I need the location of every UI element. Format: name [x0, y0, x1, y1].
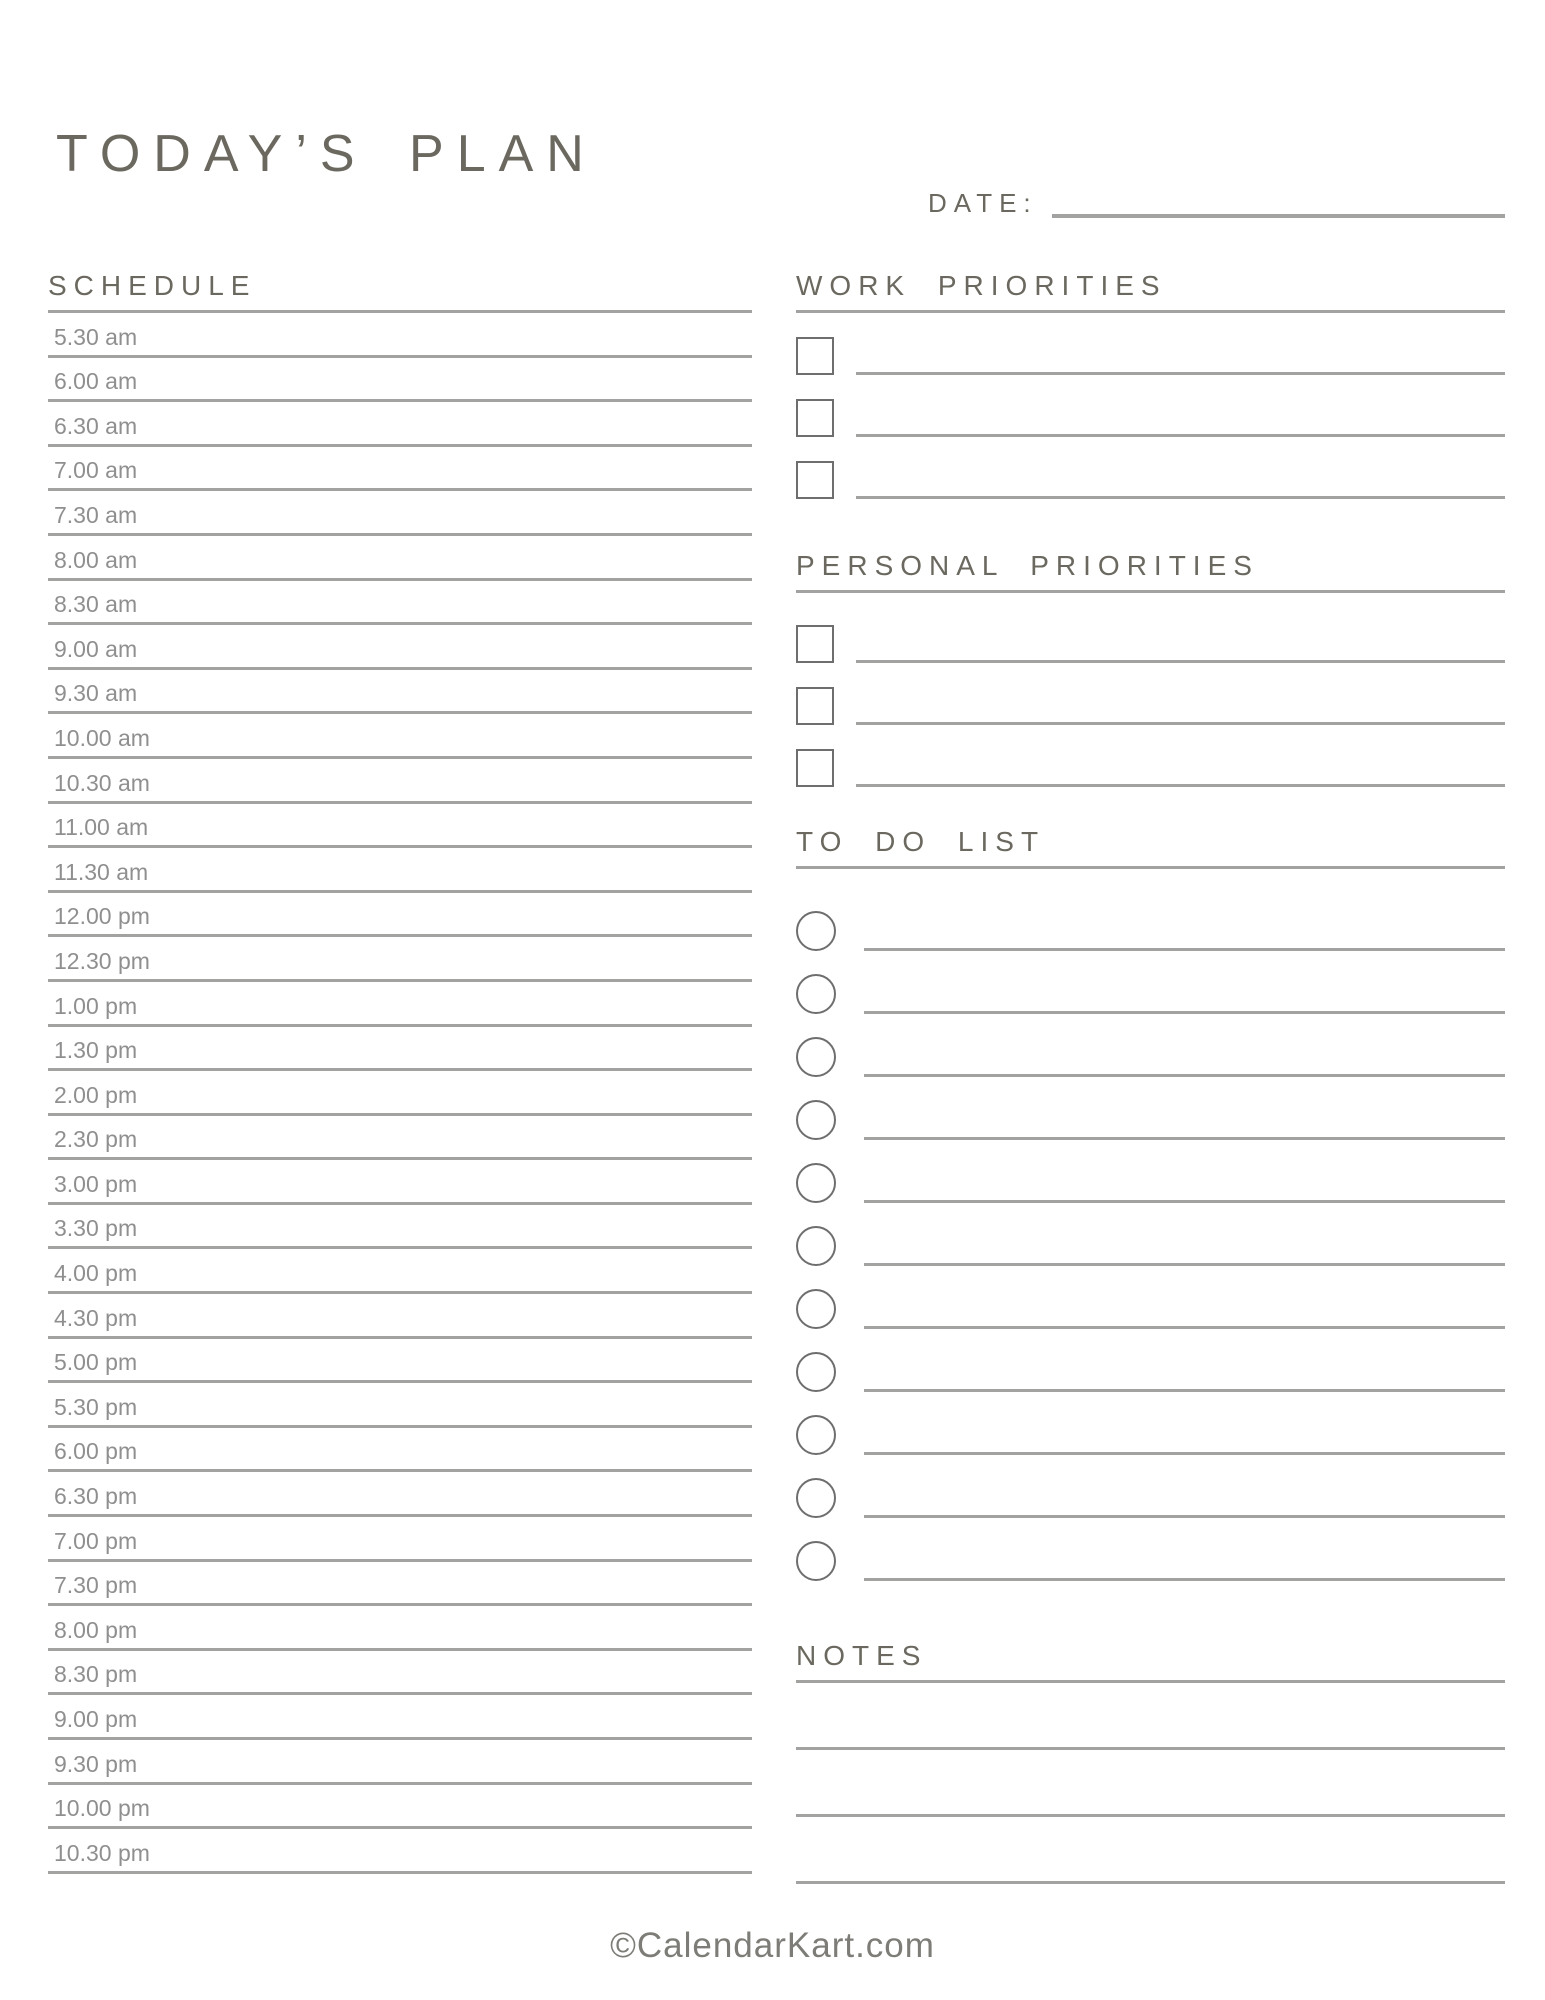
notes-input-line[interactable]: [796, 1683, 1505, 1750]
schedule-row[interactable]: [48, 1027, 752, 1072]
todo-input-line[interactable]: [864, 1225, 1505, 1266]
time-label: 2.00 pm: [54, 1081, 138, 1108]
priority-input-line[interactable]: [856, 460, 1505, 499]
schedule-row[interactable]: [48, 848, 752, 893]
todo-row: [796, 1100, 1505, 1140]
schedule-row[interactable]: [48, 982, 752, 1027]
time-label: 12.30 pm: [54, 947, 150, 974]
schedule-row[interactable]: [48, 1116, 752, 1161]
priority-input-line[interactable]: [856, 686, 1505, 725]
right-column: [796, 267, 1505, 1884]
priority-row: [796, 749, 1505, 787]
page-title: TODAY’S PLAN: [56, 125, 597, 183]
todo-row: [796, 1037, 1505, 1077]
schedule-row[interactable]: [48, 670, 752, 715]
time-label: 10.30 am: [54, 769, 150, 796]
time-label: 9.30 pm: [54, 1750, 138, 1777]
checkbox[interactable]: [796, 461, 834, 499]
schedule-row[interactable]: [48, 581, 752, 626]
schedule-row[interactable]: [48, 1517, 752, 1562]
priority-row: [796, 337, 1505, 375]
todo-circle[interactable]: [796, 1478, 836, 1518]
priority-input-line[interactable]: [856, 336, 1505, 375]
time-label: 8.30 pm: [54, 1661, 138, 1688]
todo-input-line[interactable]: [864, 1288, 1505, 1329]
time-label: 9.30 am: [54, 680, 138, 707]
schedule-row[interactable]: [48, 1205, 752, 1250]
time-label: 4.00 pm: [54, 1260, 138, 1287]
schedule-row[interactable]: [48, 1695, 752, 1740]
todo-input-line[interactable]: [864, 973, 1505, 1014]
checkbox[interactable]: [796, 625, 834, 663]
schedule-row[interactable]: [48, 1472, 752, 1517]
checkbox[interactable]: [796, 749, 834, 787]
priority-input-line[interactable]: [856, 748, 1505, 787]
todo-input-line[interactable]: [864, 910, 1505, 951]
schedule-row[interactable]: [48, 1383, 752, 1428]
priority-input-line[interactable]: [856, 398, 1505, 437]
time-label: 8.00 pm: [54, 1616, 138, 1643]
todo-input-line[interactable]: [864, 1036, 1505, 1077]
time-label: 4.30 pm: [54, 1304, 138, 1331]
todo-row: [796, 1289, 1505, 1329]
schedule-row[interactable]: [48, 625, 752, 670]
todo-row: [796, 1163, 1505, 1203]
time-label: 6.30 am: [54, 412, 138, 439]
time-label: 7.00 am: [54, 457, 138, 484]
todo-row: [796, 1478, 1505, 1518]
time-label: 1.30 pm: [54, 1037, 138, 1064]
todo-circle[interactable]: [796, 1352, 836, 1392]
todo-input-line[interactable]: [864, 1099, 1505, 1140]
personal-priorities-heading: PERSONAL PRIORITIES: [796, 547, 1505, 593]
time-label: 9.00 pm: [54, 1706, 138, 1732]
schedule-row[interactable]: [48, 759, 752, 804]
schedule-row[interactable]: [48, 1606, 752, 1651]
todo-input-line[interactable]: [864, 1414, 1505, 1455]
personal-priorities-section: [796, 547, 1505, 787]
todo-heading: TO DO LIST: [796, 823, 1505, 869]
priority-input-line[interactable]: [856, 624, 1505, 663]
schedule-row[interactable]: [48, 1071, 752, 1116]
personal-priorities-rows: [796, 625, 1505, 787]
schedule-row[interactable]: [48, 313, 752, 358]
todo-circle[interactable]: [796, 1226, 836, 1266]
schedule-row[interactable]: [48, 937, 752, 982]
time-label: 3.00 pm: [54, 1170, 138, 1197]
schedule-row[interactable]: [48, 1651, 752, 1696]
time-label: 11.30 am: [54, 858, 149, 885]
priority-row: [796, 461, 1505, 499]
schedule-row[interactable]: [48, 893, 752, 938]
todo-input-line[interactable]: [864, 1351, 1505, 1392]
schedule-row[interactable]: [48, 536, 752, 581]
time-label: 5.30 pm: [54, 1393, 138, 1420]
checkbox[interactable]: [796, 337, 834, 375]
work-priorities-section: [796, 267, 1505, 499]
time-label: 7.30 pm: [54, 1572, 138, 1599]
todo-circle[interactable]: [796, 1100, 836, 1140]
schedule-row[interactable]: [48, 1160, 752, 1205]
checkbox[interactable]: [796, 687, 834, 725]
schedule-row[interactable]: [48, 402, 752, 447]
schedule-row[interactable]: [48, 1785, 752, 1830]
time-label: 7.30 am: [54, 501, 138, 528]
notes-input-line[interactable]: [796, 1750, 1505, 1817]
todo-circle[interactable]: [796, 1163, 836, 1203]
time-label: 11.00 am: [54, 814, 149, 841]
todo-input-line[interactable]: [864, 1162, 1505, 1203]
schedule-row[interactable]: [48, 358, 752, 403]
date-row: [928, 184, 1505, 218]
time-label: 7.00 pm: [54, 1527, 138, 1554]
time-label: 8.00 am: [54, 546, 138, 573]
priority-row: [796, 687, 1505, 725]
time-label: 2.30 pm: [54, 1126, 138, 1153]
time-label: 9.00 am: [54, 635, 138, 662]
schedule-row[interactable]: [48, 804, 752, 849]
todo-rows: [796, 911, 1505, 1581]
notes-lines: [796, 1683, 1505, 1884]
schedule-row[interactable]: [48, 1428, 752, 1473]
watermark: ©CalendarKart.com: [610, 1926, 935, 1965]
todo-section: [796, 823, 1505, 1581]
schedule-row[interactable]: [48, 1339, 752, 1384]
todo-circle[interactable]: [796, 911, 836, 951]
todo-circle[interactable]: [796, 1541, 836, 1581]
schedule-rows: [48, 313, 752, 1874]
todo-circle[interactable]: [796, 1289, 836, 1329]
todo-input-line[interactable]: [864, 1540, 1505, 1581]
time-label: 5.30 am: [54, 323, 138, 350]
todo-input-line[interactable]: [864, 1477, 1505, 1518]
time-label: 10.00 am: [54, 724, 150, 751]
time-label: 6.30 pm: [54, 1483, 138, 1510]
schedule-row[interactable]: [48, 447, 752, 492]
schedule-section: [48, 267, 752, 1874]
work-priorities-rows: [796, 337, 1505, 499]
priority-row: [796, 625, 1505, 663]
date-label: DATE:: [928, 188, 1038, 219]
schedule-row[interactable]: [48, 1249, 752, 1294]
todo-circle[interactable]: [796, 1415, 836, 1455]
time-label: 8.30 am: [54, 591, 138, 618]
todo-circle[interactable]: [796, 1037, 836, 1077]
priority-row: [796, 399, 1505, 437]
time-label: 10.00 pm: [54, 1795, 150, 1822]
time-label: 10.30 pm: [54, 1839, 150, 1866]
todo-circle[interactable]: [796, 974, 836, 1014]
todo-row: [796, 1226, 1505, 1266]
todo-row: [796, 911, 1505, 951]
schedule-row[interactable]: [48, 1829, 752, 1874]
schedule-row[interactable]: [48, 1294, 752, 1339]
todo-row: [796, 1352, 1505, 1392]
time-label: 3.30 pm: [54, 1215, 138, 1242]
todo-row: [796, 1541, 1505, 1581]
schedule-row[interactable]: [48, 1740, 752, 1785]
time-label: 6.00 am: [54, 368, 138, 395]
work-priorities-heading: WORK PRIORITIES: [796, 267, 1505, 313]
notes-input-line[interactable]: [796, 1817, 1505, 1884]
schedule-row[interactable]: [48, 714, 752, 759]
todo-row: [796, 1415, 1505, 1455]
todo-row: [796, 974, 1505, 1014]
schedule-heading: SCHEDULE: [48, 267, 752, 313]
notes-heading: NOTES: [796, 1637, 1505, 1683]
schedule-row[interactable]: [48, 1562, 752, 1607]
time-label: 12.00 pm: [54, 903, 150, 930]
time-label: 6.00 pm: [54, 1438, 138, 1465]
time-label: 5.00 pm: [54, 1349, 138, 1376]
time-label: 1.00 pm: [54, 992, 138, 1019]
checkbox[interactable]: [796, 399, 834, 437]
schedule-row[interactable]: [48, 491, 752, 536]
date-input-line[interactable]: [1052, 184, 1505, 218]
notes-section: [796, 1637, 1505, 1884]
